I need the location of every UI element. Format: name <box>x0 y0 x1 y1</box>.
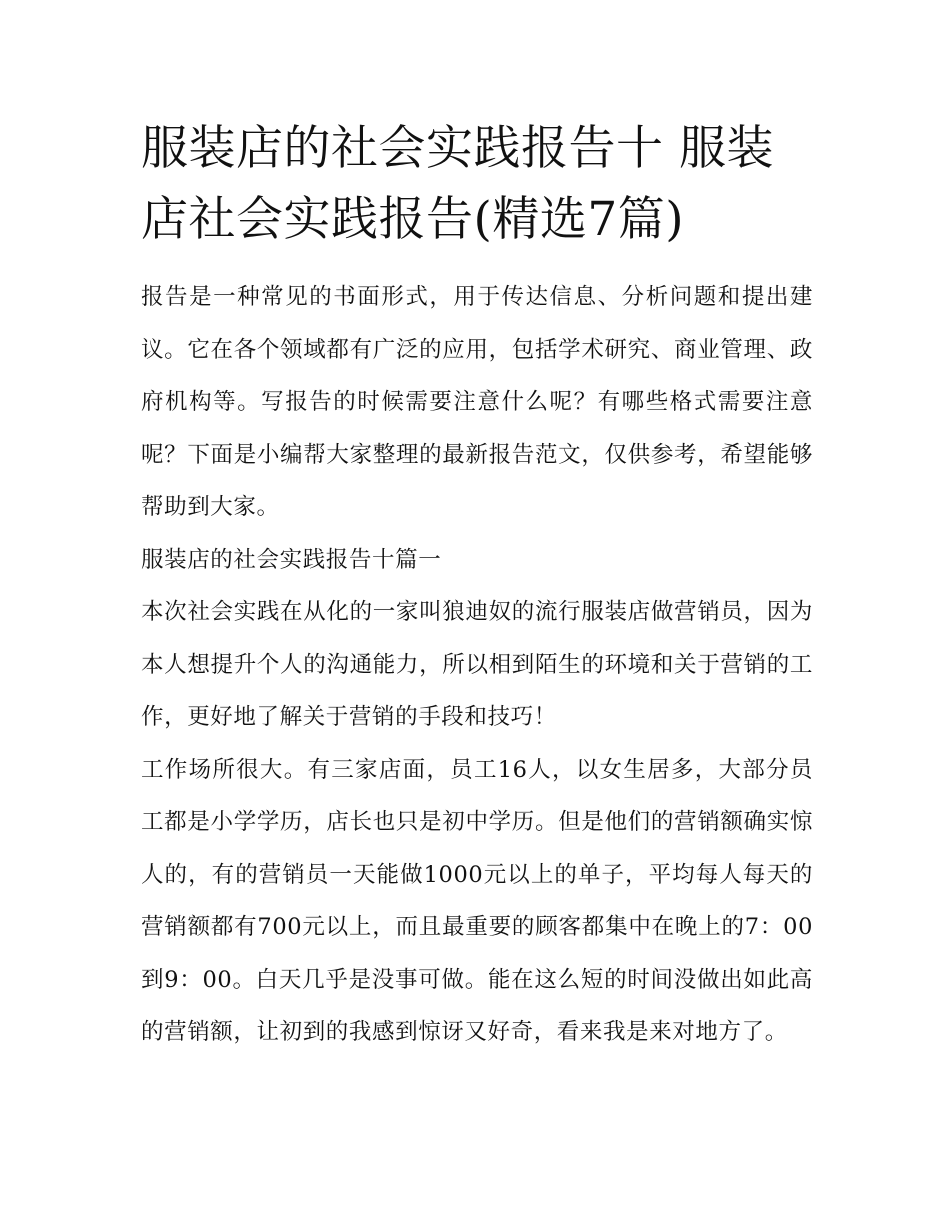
section-heading: 服装店的社会实践报告十篇一 <box>141 546 442 573</box>
document-title: 服装店的社会实践报告十 服装店社会实践报告(精选7篇) <box>141 121 774 247</box>
body-paragraph: 工作场所很大。有三家店面，员工16人，以女生居多，大部分员工都是小学学历，店长也只是初中学历。但是他们的营销额确实惊人的，有的营销员一天能做1000元以上的单子，平均每人每天的营销额都有700元以上，而且最重要的顾客都集中在晚上的7：00到9：00。白天几乎是没事可做。能在这么短的时间没做出如此高的营销额，让初到的我感到惊讶又好奇，看来我是来对地方了。 <box>141 756 813 1045</box>
document-page <box>141 113 813 1059</box>
document-body <box>141 271 813 1059</box>
intro-paragraph: 报告是一种常见的书面形式，用于传达信息、分析问题和提出建议。它在各个领域都有广泛的应用，包括学术研究、商业管理、政府机构等。写报告的时候需要注意什么呢？有哪些格式需要注意呢？下面是小编帮大家整理的最新报告范文，仅供参考，希望能够帮助到大家。 <box>141 284 813 520</box>
body-paragraph: 本次社会实践在从化的一家叫狼迪奴的流行服装店做营销员，因为本人想提升个人的沟通能力，所以相到陌生的环境和关于营销的工作，更好地了解关于营销的手段和技巧！ <box>141 599 813 730</box>
